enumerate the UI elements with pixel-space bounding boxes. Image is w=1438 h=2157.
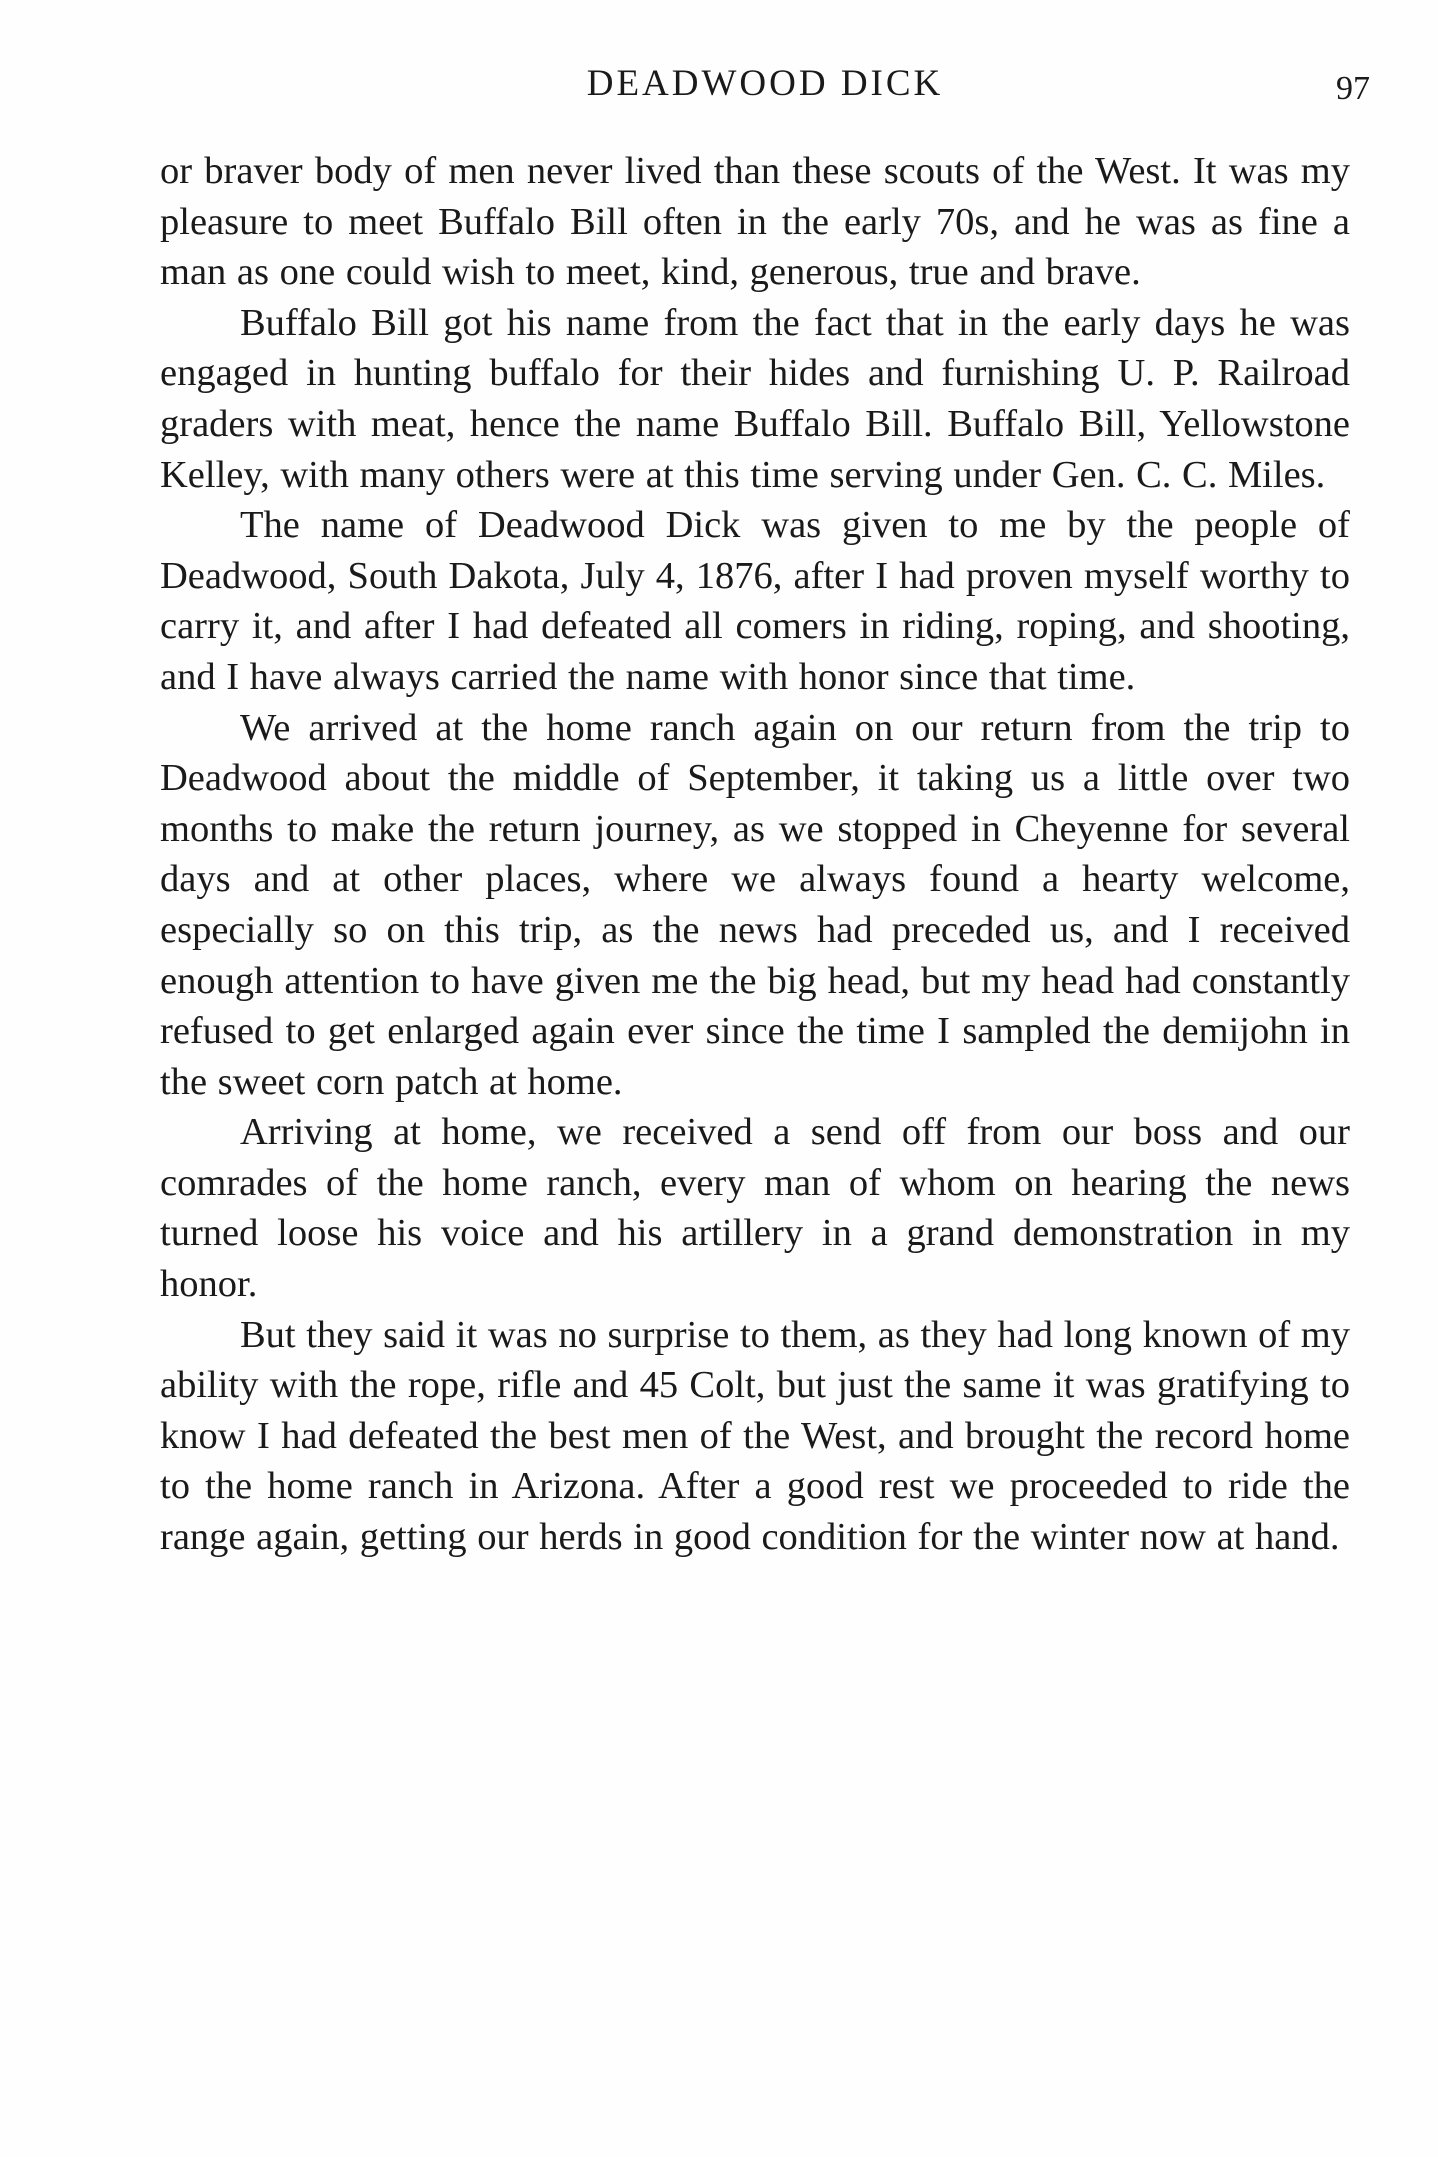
running-head	[160, 62, 1370, 112]
page-number: 97	[1336, 70, 1370, 107]
paragraph: Buffalo Bill got his name from the fact that in the early days he was engaged in hunting buffalo for their hides and furnishing U. P. Railroad graders with meat, hence the name Buffalo Bill. Buffalo Bill, Yellowstone Kelley, with many others were at this time serving under Gen. C. C. Miles.	[160, 301, 1350, 496]
body-text	[160, 146, 1350, 1563]
paragraph-continued: or braver body of men never lived than these scouts of the West. It was my pleasure to meet Buffalo Bill often in the early 70s, and he was as fine a man as one could wish to meet, kind, generous, true and brave.	[160, 150, 1350, 294]
paragraph: We arrived at the home ranch again on our return from the trip to Deadwood about the middle of September, it taking us a little over two months to make the return journey, as we stopped in Cheyenne for several days and at other places, where we always found a hearty welcome, especially so on this trip, as the news had preceded us, and I received enough attention to have given me the big head, but my head had constantly refused to get enlarged again ever since the time I sampled the demijohn in the sweet corn patch at home.	[160, 706, 1350, 1103]
running-title: DEADWOOD DICK	[586, 63, 944, 104]
paragraph: Arriving at home, we received a send off from our boss and our comrades of the home ranch, every man of whom on hearing the news turned loose his voice and his artillery in a grand demonstration in my honor.	[160, 1111, 1350, 1306]
paragraph: The name of Deadwood Dick was given to me by the people of Deadwood, South Dakota, July 4, 1876, after I had proven myself worthy to carry it, and after I had defeated all comers in riding, roping, and shooting, and I have always carried the name with honor since that time.	[160, 504, 1350, 698]
paragraph: But they said it was no surprise to them, as they had long known of my ability with the rope, rifle and 45 Colt, but just the same it was gratifying to know I had defeated the best men of the West, and brought the record home to the home ranch in Arizona. After a good rest we proceeded to ride the range again, getting our herds in good condition for the winter now at hand.	[160, 1313, 1350, 1559]
